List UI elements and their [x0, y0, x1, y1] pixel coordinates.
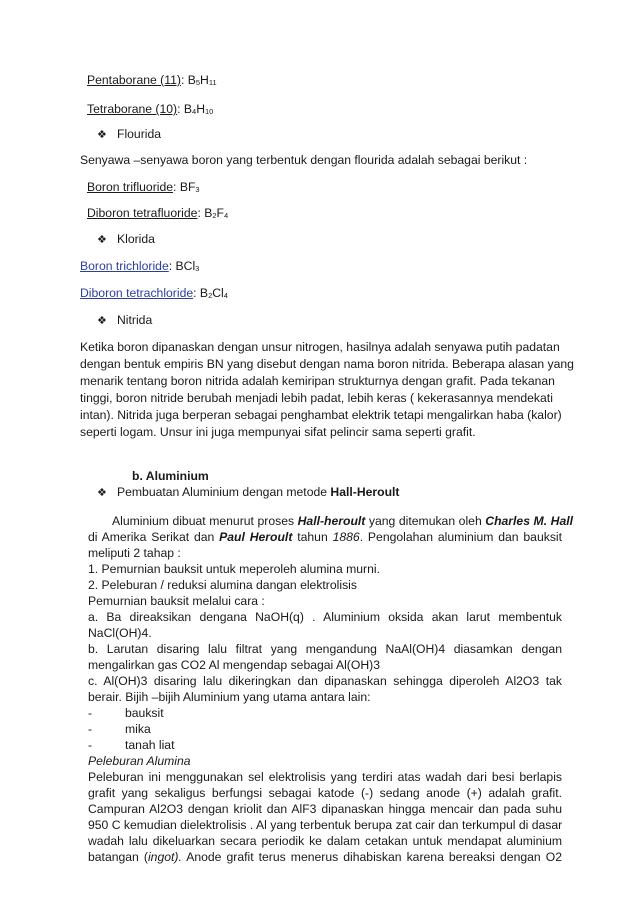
fluorida-intro: Senyawa –senyawa boron yang terbentuk dengan flourida adalah sebagai berikut : — [80, 153, 528, 167]
aluminium-line: a. Ba direaksikan dengana NaOH(q) . Aluminium oksida akan larut membentuk — [88, 610, 562, 624]
tetraborane-label: Tetraborane (10) — [87, 102, 178, 116]
aluminium-p1-line2: di Amerika Serikat dan Paul Heroult tahun 1886. Pengolahan aluminium dan bauksit — [88, 530, 563, 544]
ore-item: tanah liat — [125, 738, 175, 752]
ore-item: bauksit — [125, 706, 164, 720]
b2cl4-link[interactable]: Diboron tetrachloride — [80, 286, 194, 300]
peleburan-line: 950 C kemudian dielektrolisis . Al yang terbentuk berupa zat cair dan terkumpul di dasar — [88, 818, 563, 832]
pentaborane-label: Pentaborane (11) — [87, 73, 181, 87]
aluminium-line: 1. Pemurnian bauksit untuk meperoleh alumina murni. — [88, 562, 380, 576]
aluminium-line: b. Larutan disaring lalu filtrat yang mengandung NaAl(OH)4 diasamkan dengan — [88, 642, 562, 656]
fluorida-heading: ❖ Flourida — [97, 127, 162, 141]
nitrida-line: tinggi, boron nitride berubah menjadi lebih padat, lebih keras ( kekerasannya mendekati — [80, 391, 553, 405]
peleburan-last-line: batangan (ingot). Anode grafit terus menerus dihabiskan karena bereaksi dengan O2 — [88, 850, 562, 864]
diamond-bullet-icon: ❖ — [97, 233, 107, 246]
peleburan-line: wadah lalu dikeluarkan secara periodik ke dalam cetakan untuk mendapat aluminium — [88, 834, 562, 848]
diamond-bullet-icon: ❖ — [97, 486, 107, 499]
aluminium-line: berair. Bijih –bijih Aluminium yang utama antara lain: — [88, 690, 371, 704]
bcl3-link[interactable]: Boron trichloride — [80, 259, 169, 273]
pentaborane-line: Pentaborane (11): $B_5H_{11}$ — [87, 73, 217, 87]
aluminium-line: mengalirkan gas CO2 Al mengendap sebagai Al(OH)3 — [88, 658, 380, 672]
aluminium-line: 2. Peleburan / reduksi alumina dangan elektrolisis — [88, 578, 357, 592]
b2cl4-line: Diboron tetrachloride: $B_2Cl_4$ — [80, 286, 228, 300]
aluminium-line: Pemurnian bauksit melalui cara : — [88, 594, 265, 608]
peleburan-line: Peleburan ini menggunakan sel elektrolisis yang terdiri atas wadah dari besi berlapis — [88, 770, 562, 784]
bf3-line: Boron trifluoride: $BF_3$ — [87, 180, 200, 194]
peleburan-line: grafit yang sekaligus berfungsi sebagai katode (-) sedang anode (+) adalah grafit. — [88, 786, 562, 800]
ore-dash: - — [88, 738, 93, 752]
diamond-bullet-icon: ❖ — [97, 314, 107, 327]
nitrida-line: dengan bentuk empiris BN yang disebut dengan nama boron nitrida. Beberapa alasan yang — [80, 357, 574, 371]
aluminium-line: NaCl(OH)4. — [88, 626, 152, 640]
ore-item: mika — [125, 722, 151, 736]
b2f4-label: Diboron tetrafluoride — [87, 206, 198, 220]
nitrida-line: menarik tentang boron nitrida adalah kemiripan strukturnya dengan grafit. Pada tekanan — [80, 374, 555, 388]
peleburan-line: Campuran Al2O3 dengan kriolit dan AlF3 dipanaskan hingga mencair dan pada suhu — [88, 802, 562, 816]
nitrida-heading: ❖ Nitrida — [97, 313, 153, 327]
nitrida-line: Ketika boron dipanaskan dengan unsur nitrogen, hasilnya adalah senyawa putih padatan — [80, 340, 560, 354]
klorida-heading: ❖ Klorida — [97, 232, 155, 246]
ore-dash: - — [88, 706, 93, 720]
b2f4-line: Diboron tetrafluoride: $B_2F_4$ — [87, 206, 229, 220]
diamond-bullet-icon: ❖ — [97, 128, 107, 141]
peleburan-heading: Peleburan Alumina — [88, 754, 191, 768]
aluminium-line: c. Al(OH)3 disaring lalu dikeringkan dan dipanaskan sehingga diperoleh Al2O3 tak — [88, 674, 562, 688]
tetraborane-line: Tetraborane (10): $B_4H_{10}$ — [87, 102, 214, 116]
aluminium-heading: b. Aluminium — [132, 469, 209, 483]
ore-dash: - — [88, 722, 93, 736]
aluminium-line: meliputi 2 tahap : — [88, 546, 181, 560]
aluminium-p1-line1: Aluminium dibuat menurut proses Hall-heroult yang ditemukan oleh Charles M. Hall — [112, 514, 573, 528]
hall-heroult-bullet: ❖ Pembuatan Aluminium dengan metode Hall-Heroult — [97, 485, 400, 499]
nitrida-line: seperti logam. Unsur ini juga mempunyai sifat pelincir sama seperti grafit. — [80, 425, 476, 439]
bcl3-line: Boron trichloride: BCl$_3$ — [80, 259, 200, 273]
bf3-label: Boron trifluoride — [87, 180, 174, 194]
nitrida-line: intan). Nitrida juga berperan sebagai penghambat elektrik tetapi mengalirkan haba (kalor) — [80, 408, 562, 422]
